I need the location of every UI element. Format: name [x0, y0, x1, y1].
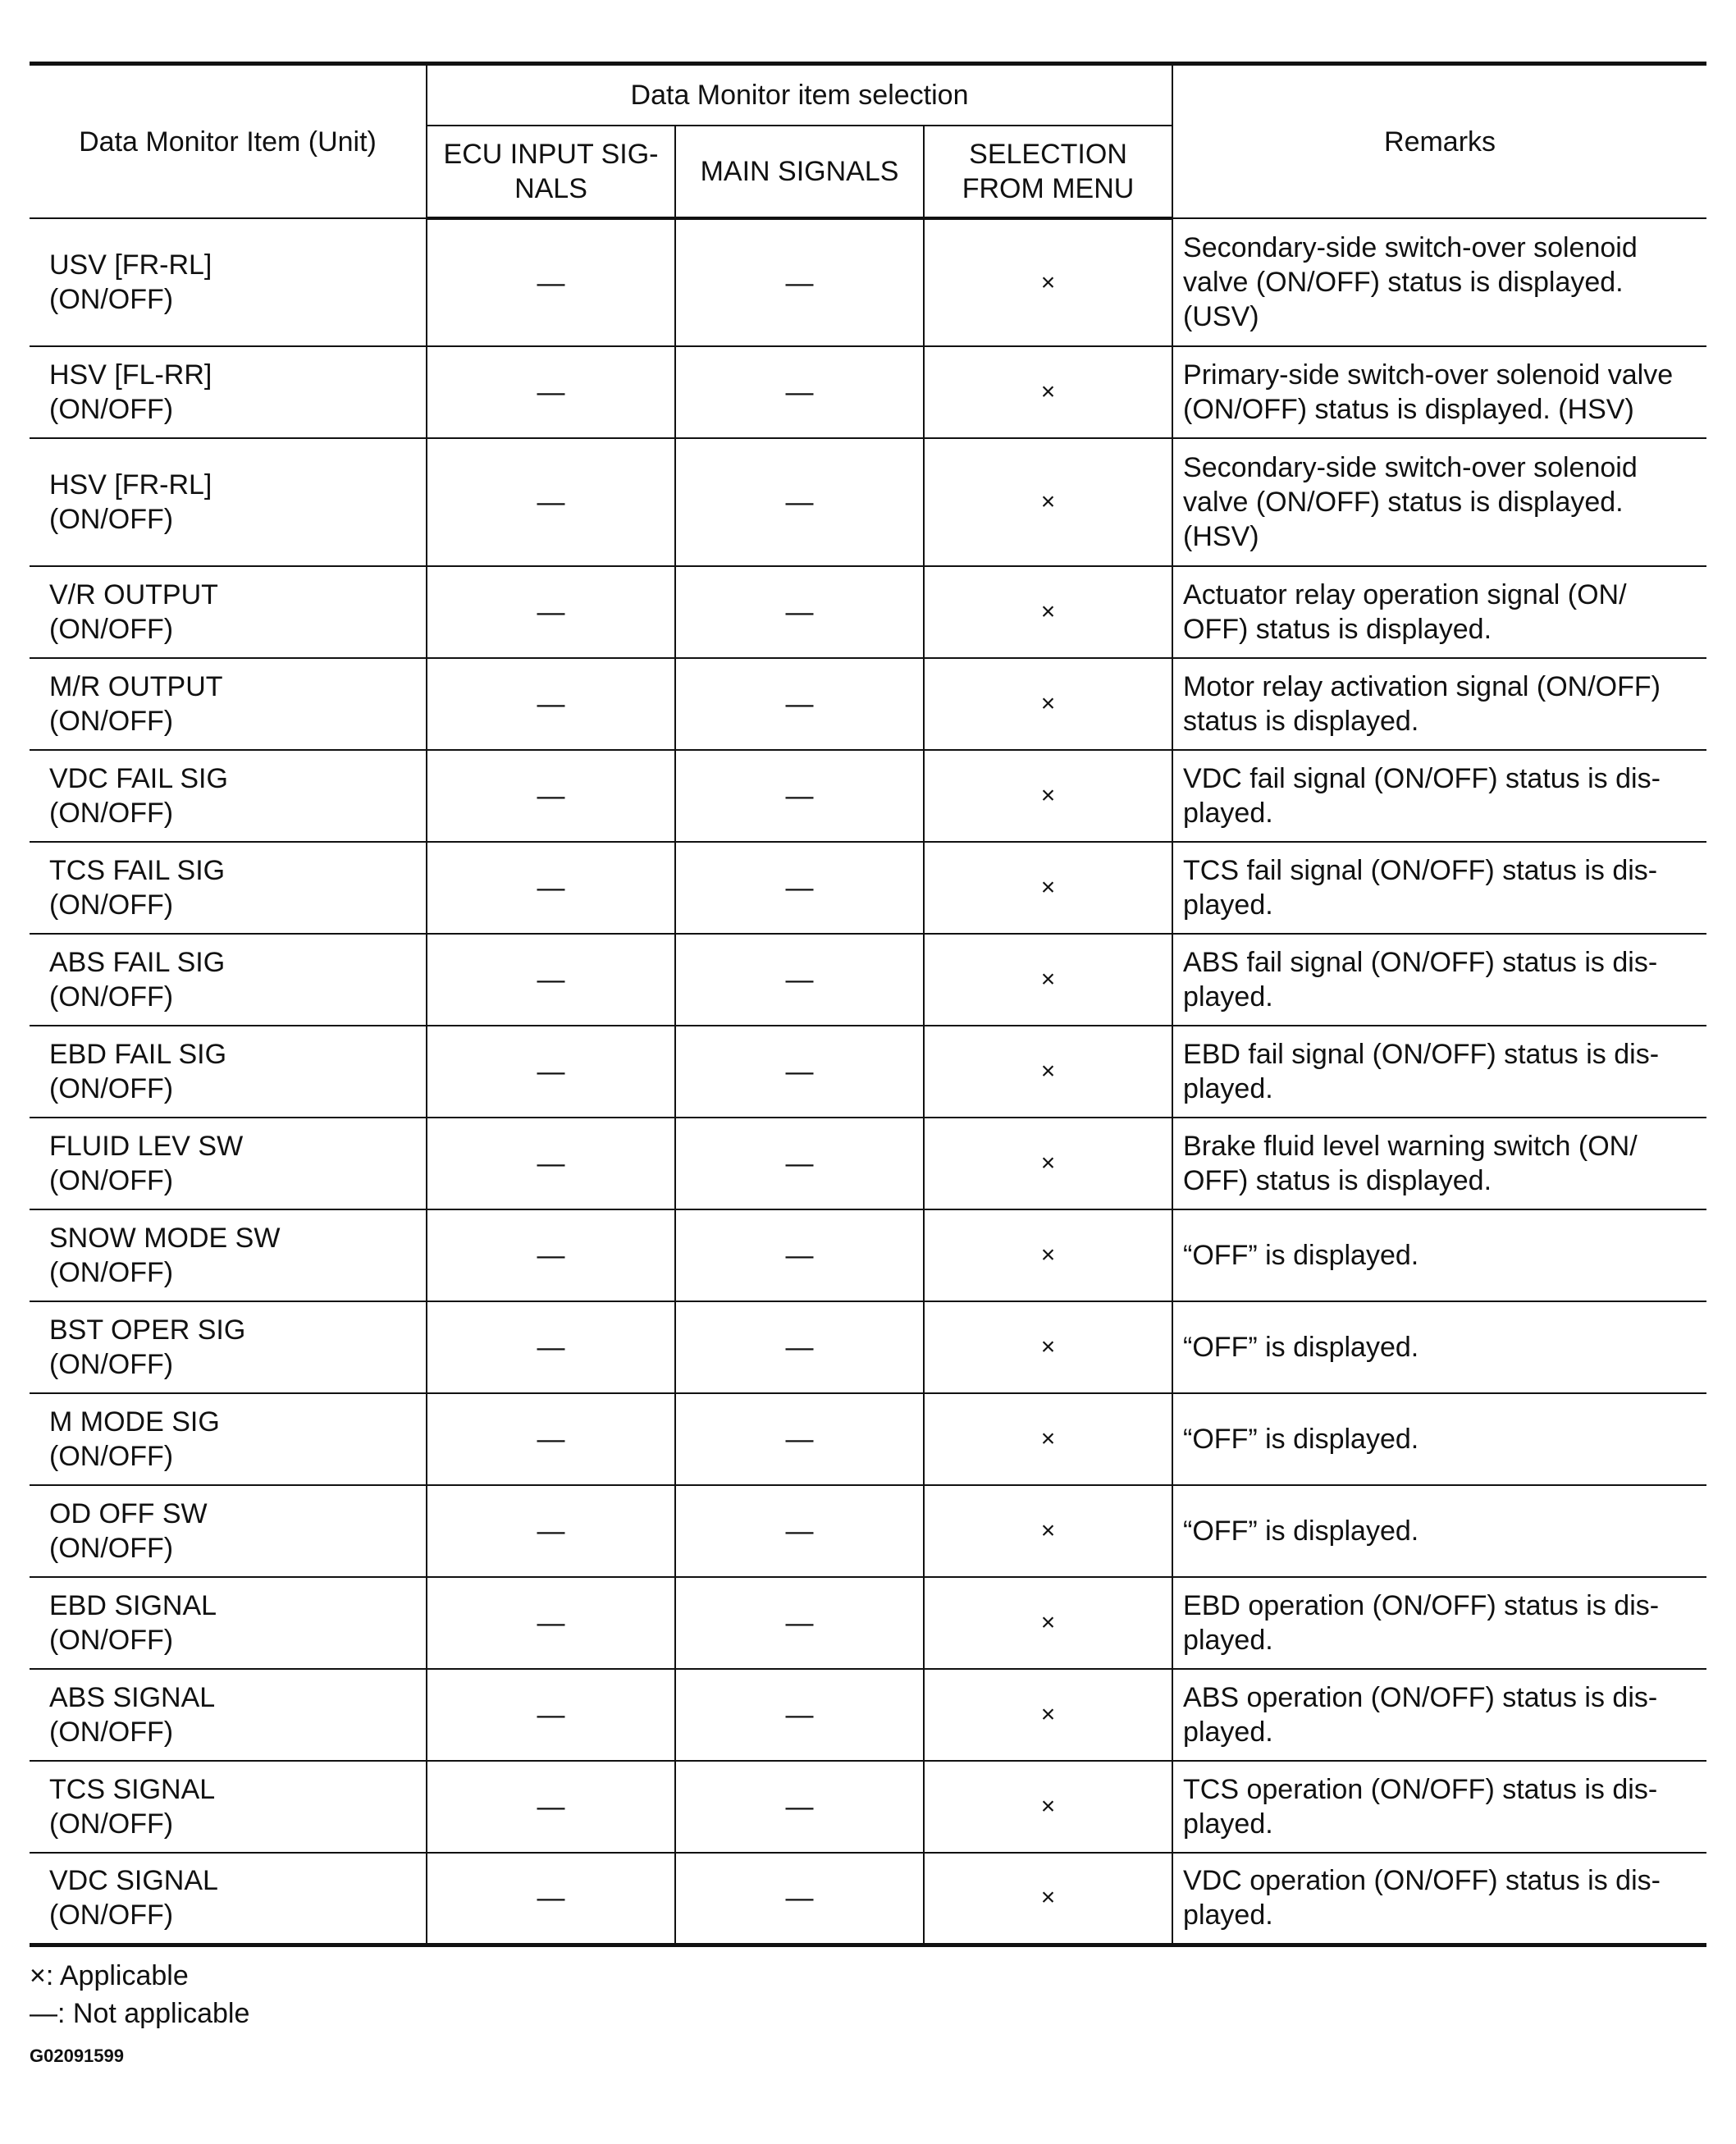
row-ecu-input-mark: —	[427, 1485, 675, 1577]
row-selection-menu-mark: ×	[924, 218, 1172, 346]
data-monitor-table	[30, 62, 1706, 1947]
header-item-unit: Data Monitor Item (Unit)	[30, 64, 427, 219]
row-selection-menu-mark: ×	[924, 1853, 1172, 1945]
row-ecu-input-mark: —	[427, 1577, 675, 1669]
row-ecu-input-mark: —	[427, 1761, 675, 1853]
row-ecu-input-mark: —	[427, 1026, 675, 1118]
row-ecu-input-mark: —	[427, 1209, 675, 1301]
row-selection-menu-mark: ×	[924, 1026, 1172, 1118]
row-ecu-input-mark: —	[427, 750, 675, 842]
row-remarks: VDC operation (ON/OFF) status is dis- played.	[1172, 1853, 1706, 1945]
row-ecu-input-mark: —	[427, 658, 675, 750]
row-ecu-input-mark: —	[427, 1669, 675, 1761]
row-item: TCS FAIL SIG (ON/OFF)	[30, 842, 427, 934]
row-main-signals-mark: —	[675, 1761, 924, 1853]
row-main-signals-mark: —	[675, 1209, 924, 1301]
row-selection-menu-mark: ×	[924, 1761, 1172, 1853]
table-row	[30, 1669, 1706, 1761]
row-remarks: TCS operation (ON/OFF) status is dis- played.	[1172, 1761, 1706, 1853]
row-ecu-input-mark: —	[427, 1118, 675, 1209]
row-ecu-input-mark: —	[427, 346, 675, 438]
legend-not-applicable: —: Not applicable	[30, 1997, 250, 2029]
row-remarks: “OFF” is displayed.	[1172, 1393, 1706, 1485]
row-main-signals-mark: —	[675, 1853, 924, 1945]
row-main-signals-mark: —	[675, 842, 924, 934]
row-remarks: “OFF” is displayed.	[1172, 1301, 1706, 1393]
row-main-signals-mark: —	[675, 218, 924, 346]
row-ecu-input-mark: —	[427, 1853, 675, 1945]
table-row	[30, 346, 1706, 438]
row-main-signals-mark: —	[675, 934, 924, 1026]
row-selection-menu-mark: ×	[924, 1209, 1172, 1301]
row-main-signals-mark: —	[675, 1485, 924, 1577]
header-main-signals: MAIN SIGNALS	[675, 126, 924, 218]
row-item: V/R OUTPUT (ON/OFF)	[30, 566, 427, 658]
row-item: EBD FAIL SIG (ON/OFF)	[30, 1026, 427, 1118]
row-item: USV [FR-RL] (ON/OFF)	[30, 218, 427, 346]
row-item: OD OFF SW (ON/OFF)	[30, 1485, 427, 1577]
table-row	[30, 1761, 1706, 1853]
row-main-signals-mark: —	[675, 438, 924, 566]
row-remarks: “OFF” is displayed.	[1172, 1209, 1706, 1301]
table-row	[30, 1577, 1706, 1669]
header-remarks: Remarks	[1172, 64, 1706, 219]
table-row	[30, 566, 1706, 658]
table-row	[30, 1853, 1706, 1945]
row-main-signals-mark: —	[675, 1026, 924, 1118]
table-row	[30, 750, 1706, 842]
row-remarks: ABS operation (ON/OFF) status is dis- played.	[1172, 1669, 1706, 1761]
row-remarks: EBD operation (ON/OFF) status is dis- played.	[1172, 1577, 1706, 1669]
row-selection-menu-mark: ×	[924, 1485, 1172, 1577]
row-item: FLUID LEV SW (ON/OFF)	[30, 1118, 427, 1209]
row-remarks: TCS fail signal (ON/OFF) status is dis- played.	[1172, 842, 1706, 934]
table-row	[30, 1301, 1706, 1393]
row-ecu-input-mark: —	[427, 1301, 675, 1393]
row-ecu-input-mark: —	[427, 566, 675, 658]
row-item: BST OPER SIG (ON/OFF)	[30, 1301, 427, 1393]
table-row	[30, 842, 1706, 934]
row-selection-menu-mark: ×	[924, 750, 1172, 842]
row-item: HSV [FR-RL] (ON/OFF)	[30, 438, 427, 566]
row-remarks: Motor relay activation signal (ON/OFF) status is displayed.	[1172, 658, 1706, 750]
table-row	[30, 934, 1706, 1026]
row-item: HSV [FL-RR] (ON/OFF)	[30, 346, 427, 438]
row-selection-menu-mark: ×	[924, 1577, 1172, 1669]
legend	[30, 1957, 1706, 2032]
table-row	[30, 218, 1706, 346]
row-selection-menu-mark: ×	[924, 658, 1172, 750]
figure-code: G02091599	[30, 2045, 124, 2066]
row-main-signals-mark: —	[675, 346, 924, 438]
row-selection-menu-mark: ×	[924, 1301, 1172, 1393]
row-selection-menu-mark: ×	[924, 842, 1172, 934]
row-main-signals-mark: —	[675, 1393, 924, 1485]
header-selection-group: Data Monitor item selection	[427, 64, 1172, 126]
table-row	[30, 1026, 1706, 1118]
header-ecu-input-signals: ECU INPUT SIG- NALS	[427, 126, 675, 218]
row-remarks: Primary-side switch-over solenoid valve (ON/OFF) status is displayed. (HSV)	[1172, 346, 1706, 438]
row-item: VDC FAIL SIG (ON/OFF)	[30, 750, 427, 842]
row-ecu-input-mark: —	[427, 934, 675, 1026]
row-remarks: Actuator relay operation signal (ON/ OFF) status is displayed.	[1172, 566, 1706, 658]
row-ecu-input-mark: —	[427, 218, 675, 346]
row-selection-menu-mark: ×	[924, 346, 1172, 438]
row-main-signals-mark: —	[675, 1118, 924, 1209]
row-main-signals-mark: —	[675, 1577, 924, 1669]
row-remarks: ABS fail signal (ON/OFF) status is dis- played.	[1172, 934, 1706, 1026]
row-remarks: “OFF” is displayed.	[1172, 1485, 1706, 1577]
row-remarks: Brake fluid level warning switch (ON/ OFF) status is displayed.	[1172, 1118, 1706, 1209]
row-ecu-input-mark: —	[427, 842, 675, 934]
row-selection-menu-mark: ×	[924, 566, 1172, 658]
row-item: SNOW MODE SW (ON/OFF)	[30, 1209, 427, 1301]
row-item: EBD SIGNAL (ON/OFF)	[30, 1577, 427, 1669]
legend-applicable: ×: Applicable	[30, 1959, 189, 1991]
row-remarks: EBD fail signal (ON/OFF) status is dis- played.	[1172, 1026, 1706, 1118]
row-main-signals-mark: —	[675, 658, 924, 750]
row-item: ABS SIGNAL (ON/OFF)	[30, 1669, 427, 1761]
row-remarks: VDC fail signal (ON/OFF) status is dis- played.	[1172, 750, 1706, 842]
row-remarks: Secondary-side switch-over solenoid valve (ON/OFF) status is displayed. (USV)	[1172, 218, 1706, 346]
row-item: M MODE SIG (ON/OFF)	[30, 1393, 427, 1485]
row-ecu-input-mark: —	[427, 438, 675, 566]
document	[30, 62, 1706, 2069]
table-row	[30, 1209, 1706, 1301]
table-row	[30, 1485, 1706, 1577]
row-selection-menu-mark: ×	[924, 1118, 1172, 1209]
row-remarks: Secondary-side switch-over solenoid valve (ON/OFF) status is displayed. (HSV)	[1172, 438, 1706, 566]
row-main-signals-mark: —	[675, 566, 924, 658]
row-item: TCS SIGNAL (ON/OFF)	[30, 1761, 427, 1853]
row-main-signals-mark: —	[675, 1669, 924, 1761]
row-item: VDC SIGNAL (ON/OFF)	[30, 1853, 427, 1945]
row-ecu-input-mark: —	[427, 1393, 675, 1485]
row-selection-menu-mark: ×	[924, 438, 1172, 566]
table-row	[30, 1118, 1706, 1209]
table-row	[30, 1393, 1706, 1485]
row-selection-menu-mark: ×	[924, 1393, 1172, 1485]
table-row	[30, 438, 1706, 566]
row-item: ABS FAIL SIG (ON/OFF)	[30, 934, 427, 1026]
row-selection-menu-mark: ×	[924, 1669, 1172, 1761]
row-item: M/R OUTPUT (ON/OFF)	[30, 658, 427, 750]
row-main-signals-mark: —	[675, 750, 924, 842]
table-row	[30, 658, 1706, 750]
row-main-signals-mark: —	[675, 1301, 924, 1393]
header-selection-from-menu: SELECTION FROM MENU	[924, 126, 1172, 218]
row-selection-menu-mark: ×	[924, 934, 1172, 1026]
